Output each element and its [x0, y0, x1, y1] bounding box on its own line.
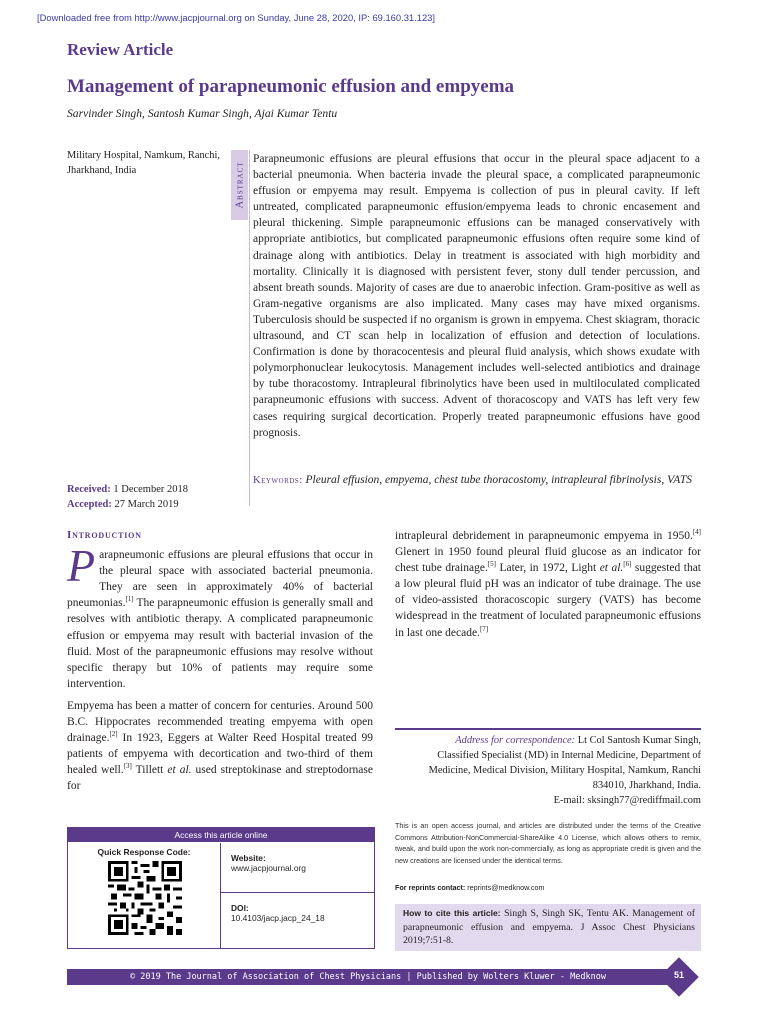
access-online-box — [67, 827, 375, 949]
page-number: 51 — [673, 970, 684, 980]
website-link[interactable]: www.jacpjournal.org — [231, 863, 306, 873]
citation-ref[interactable]: [5] — [487, 560, 496, 569]
keywords-label: Keywords: — [253, 475, 303, 486]
doi-link[interactable]: 10.4103/jacp.jacp_24_18 — [231, 913, 325, 923]
qr-code-icon[interactable] — [108, 861, 182, 935]
intro-paragraph-1: Parapneumonic effusions are pleural effusions that occur in the pleural space with associated bacterial pneumonia. They are seen in approximately 40% of bacterial pneumonias.[1] The parapneumonic effusion is generally small and resolves with antibiotic therapy. A complicated parapneumonic effusion or empyema may result with bacterial invasion of the fluid. Most of the parapneumonic effusions may resolve without specific therapy but 10% of patients may require some intervention. — [67, 540, 373, 690]
citation-ref[interactable]: [3] — [123, 762, 132, 771]
accepted-date: Accepted: 27 March 2019 — [67, 499, 179, 510]
correspondence-email[interactable]: E-mail: sksingh77@rediffmail.com — [553, 795, 701, 806]
author-list: Sarvinder Singh, Santosh Kumar Singh, Ajai Kumar Tentu — [67, 107, 338, 120]
citation-ref[interactable]: [2] — [109, 730, 118, 739]
keywords-text: Pleural effusion, empyema, chest tube thoracostomy, intrapleural fibrinolysis, VATS — [305, 474, 692, 486]
access-box-header: Access this article online — [68, 828, 374, 842]
abstract-divider — [249, 150, 250, 506]
website-row: Website: www.jacpjournal.org — [221, 843, 374, 893]
qr-label: Quick Response Code: — [97, 847, 191, 857]
reprints-contact: For reprints contact: reprints@medknow.com — [395, 883, 545, 892]
qr-cell — [68, 843, 221, 948]
correspondence-address: Address for correspondence: Lt Col Santosh Kumar Singh, Classified Specialist (MD) in Internal Medicine, Department of Medicine, Medical Division, Military Hospital, Namkum, Ranchi 834010, Jharkhand, India. E-mail: sksingh77@rediffmail.com — [395, 728, 701, 808]
citation-box — [395, 904, 701, 951]
citation-ref[interactable]: [4] — [692, 528, 701, 537]
intro-paragraph-2: Empyema has been a matter of concern for centuries. Around 500 B.C. Hippocrates recommended treating empyema with open drainage.[2] In 1923, Eggers at Walter Reed Hospital treated 99 patients of empyema with decortication and two-third of them healed well.[3] Tillett et al. used streptokinase and streptodornase for — [67, 699, 373, 793]
citation-ref[interactable]: [6] — [623, 560, 632, 569]
article-dates — [67, 482, 188, 512]
drop-cap: P — [67, 540, 96, 592]
article-type: Review Article — [67, 40, 174, 59]
received-date: Received: 1 December 2018 — [67, 484, 188, 495]
correspondence-label: Address for correspondence: — [455, 735, 576, 746]
footer-bar: © 2019 The Journal of Association of Chest Physicians | Published by Wolters Kluwer - Medknow — [67, 969, 669, 985]
download-notice: [Downloaded free from http://www.jacpjournal.org on Sunday, June 28, 2020, IP: 69.160.31.123] — [37, 12, 435, 23]
article-title: Management of parapneumonic effusion and empyema — [67, 76, 515, 97]
body-column-right: intrapleural debridement in parapneumonic empyema in 1950.[4] Glenert in 1950 found pleural fluid glucose as an indicator for chest tube drainage.[5] Later, in 1972, Light et al.[6] suggested that a low pleural fluid pH was an indicator of tube drainage. The use of video-assisted thoracoscopic surgery (VATS) has become widespread in the treatment of loculated parapneumonic effusions in last one decade.[7] — [395, 528, 701, 639]
license-notice: This is an open access journal, and articles are distributed under the terms of the Creative Commons Attribution-NonCommercial-ShareAlike 4.0 License, which allows others to remix, tweak, and build upon the work non-commercially, as long as appropriate credit is given and the new creations are licensed under the identical terms. — [395, 821, 701, 865]
abstract-label: Abstract — [231, 150, 248, 220]
body-column-left — [67, 527, 373, 801]
affiliation: Military Hospital, Namkum, Ranchi, Jharkhand, India — [67, 150, 220, 176]
abstract-text: Parapneumonic effusions are pleural effusions that occur in the pleural space adjacent to a bacterial pneumonia. When bacteria invade the pleural space, a complicated parapneumonic effusion or empyema may result. Empyema is collection of pus in pleural cavity. If left untreated, complicated parapneumonic effusion/empyema leads to chronic encasement and pleural thickening. Simple parapneumonic effusions can be managed conservatively with appropriate antibiotics, but complicated parapneumonic effusions often require some kind of drainage along with antibiotics. Delay in treatment is associated with high morbidity and mortality. Clinically it is diagnosed with persistent fever, stony dull tender percussion, and absent breath sounds. Majority of cases are due to anaerobic infection. Gram-positive as well as Gram-negative organisms are also implicated. Many cases may have mixed organisms. Tuberculosis should be suspected if no organism is grown in empyema. Chest skiagram, thoracic ultrasound, and CT scan help in localization of effusion and detection of loculations. Confirmation is done by thoracocentesis and pleural fluid analysis, which shows exudate with polymorphonuclear leukocytosis. Management includes well-selected antibiotics and drainage by tube thoracostomy. Intrapleural fibrinolytics have been used in multiloculated complicated parapneumonic effusions with success. Advent of thoracoscopy and VATS has left very few cases requiring surgical decortication. Properly treated parapneumonic effusions have good prognosis. — [253, 153, 700, 439]
cite-text: Singh S, Singh SK, Tentu AK. Management of parapneumonic effusion and empyema. J Assoc Chest Physicians 2019;7:51-8. — [403, 908, 695, 946]
citation-ref[interactable]: [7] — [479, 624, 489, 633]
reprints-email[interactable]: reprints@medknow.com — [465, 883, 545, 892]
access-info — [221, 843, 374, 943]
section-heading-introduction: Introduction — [67, 529, 142, 541]
doi-row: DOI: 10.4103/jacp.jacp_24_18 — [231, 903, 325, 923]
keywords — [253, 472, 700, 489]
citation-ref[interactable]: [1] — [125, 595, 134, 604]
cite-label: How to cite this article: — [403, 908, 501, 918]
